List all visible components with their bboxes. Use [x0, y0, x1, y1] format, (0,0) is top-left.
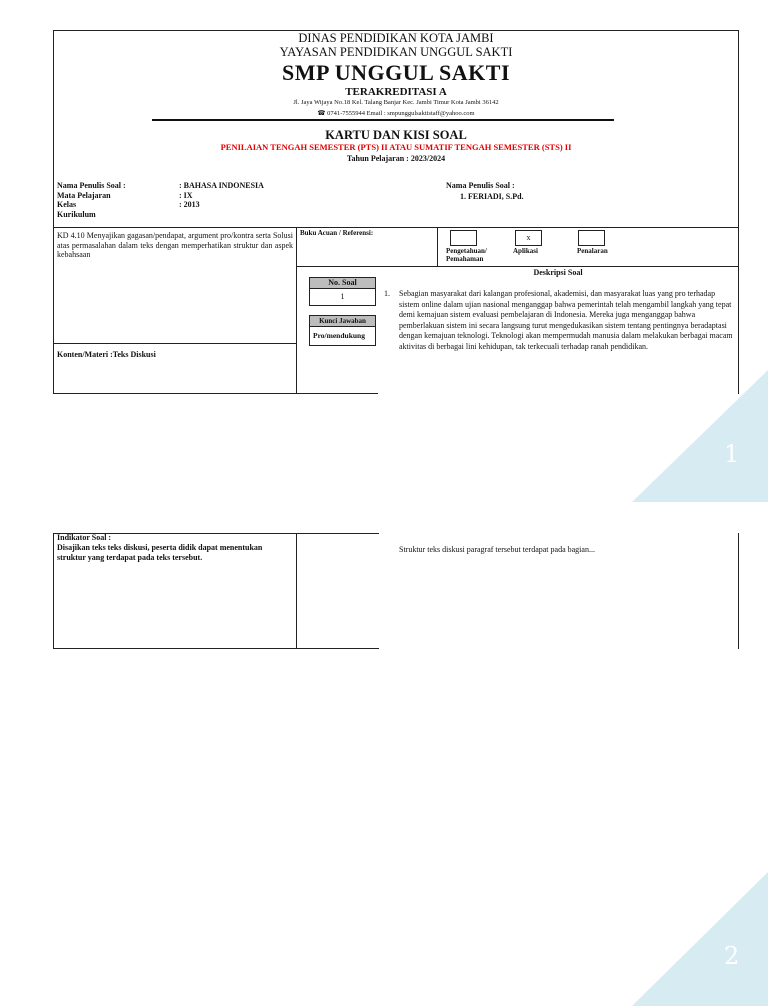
aplikasi-mark: x [526, 233, 531, 242]
label-kelas: Kelas [57, 200, 77, 209]
kunci-box [309, 315, 376, 346]
header-divider [152, 119, 614, 121]
frame-bottom [53, 393, 379, 394]
p2-col-divider [296, 533, 297, 649]
deskripsi-top-line [296, 266, 739, 267]
page-number-2: 2 [724, 942, 740, 970]
question-text: Sebagian masyarakat dari kalangan profesional, akademisi, dan masyarakat luas yang pro terhadap sistem online dalam ujian nasional menganggap bahwa pemerintah telah mengambil langkah yang tepat demi kemajuan sistem evaluasi pembelajaran di Indonesia. Mereka juga menganggap bahwa pemberlakuan sistem ini secara langsung turut mengedukasikan sistem tentang pentingnya beradaptasi dengan kemajuan teknologi. Teknologi akan mempermudah manusia dalam melakukan berbagai macam aktivitas di berbagai lini kehidupan, tak terkecuali terhadap ranah pendidikan. [399, 289, 733, 351]
buku-acuan-label: Buku Acuan / Referensi: [300, 229, 374, 237]
indikator-text: Disajikan teks teks diskusi, peserta didik dapat menentukan struktur yang terdapat pada teks tersebut. [57, 543, 263, 562]
page2-corner-triangle [632, 872, 768, 1006]
label-penulis: Nama Penulis Soal : [57, 181, 126, 190]
levels-divider [437, 227, 438, 266]
p2-left-line [53, 533, 54, 649]
header-line-1: DINAS PENDIDIKAN KOTA JAMBI [298, 31, 494, 45]
no-soal-value: 1 [340, 292, 345, 301]
value-mapel: : BAHASA INDONESIA [179, 181, 264, 190]
question-number: 1. [384, 289, 390, 298]
label-mapel: Mata Pelajaran [57, 190, 111, 200]
value-kelas: : IX [179, 190, 193, 200]
checkbox-pengetahuan [450, 230, 477, 246]
card-subtitle: PENILAIAN TENGAH SEMESTER (PTS) II ATAU SUMATIF TENGAH SEMESTER (STS) II [220, 142, 572, 152]
checkbox-aplikasi [515, 230, 542, 246]
card-title: KARTU DAN KISI SOAL [325, 128, 467, 142]
konten-top-line [53, 343, 297, 344]
question-panel [378, 280, 738, 394]
p2-right-line [738, 533, 739, 649]
writer-name: 1. FERIADI, S.Pd. [460, 192, 524, 201]
no-soal-label: No. Soal [310, 278, 375, 289]
school-name: SMP UNGGUL SAKTI [281, 60, 511, 85]
page-number-1: 1 [724, 440, 740, 468]
label-penalaran: Penalaran [577, 247, 608, 255]
table-top-line [53, 227, 739, 228]
p2-question-text: Struktur teks diskusi paragraf tersebut terdapat pada bagian... [399, 545, 595, 554]
kunci-label: Kunci Jawaban [310, 316, 375, 327]
checkbox-penalaran [578, 230, 605, 246]
school-address: Jl. Jaya Wijaya No.18 Kel. Talang Banjar Kec. Jambi Timur Kota Jambi 36142 [293, 99, 499, 106]
no-soal-box [309, 277, 376, 306]
deskripsi-title: Deskripsi Soal [533, 268, 583, 277]
p2-bottom-line [53, 648, 379, 649]
indikator-label: Indikator Soal : [57, 533, 112, 542]
accreditation: TERAKREDITASI A [345, 86, 447, 98]
academic-year: Tahun Pelajaran : 2023/2024 [346, 154, 446, 163]
value-kurikulum: : 2013 [179, 200, 200, 209]
konten-materi: Konten/Materi :Teks Diskusi [57, 350, 156, 359]
label-kurikulum: Kurikulum [57, 209, 96, 219]
table-col-divider [296, 227, 297, 394]
writer-label: Nama Penulis Soal : [446, 181, 515, 190]
info-values [179, 181, 264, 210]
school-contact: ☎ 0741-7555944 Email : smpunggulsaktistaff@yahoo.com [317, 110, 475, 117]
label-aplikasi: Aplikasi [513, 247, 538, 255]
label-pengetahuan: Pengetahuan/ Pemahaman [446, 247, 487, 263]
info-labels [57, 181, 126, 219]
header-line-2: YAYASAN PENDIDIKAN UNGGUL SAKTI [279, 45, 513, 59]
kunci-value: Pro/mendukung [313, 331, 365, 340]
kd-text: KD 4.10 Menyajikan gagasan/pendapat, argument pro/kontra serta Solusi atas permasalahan dalam teks dengan memperhatikan struktur dan aspek kebahsaan [57, 231, 293, 259]
